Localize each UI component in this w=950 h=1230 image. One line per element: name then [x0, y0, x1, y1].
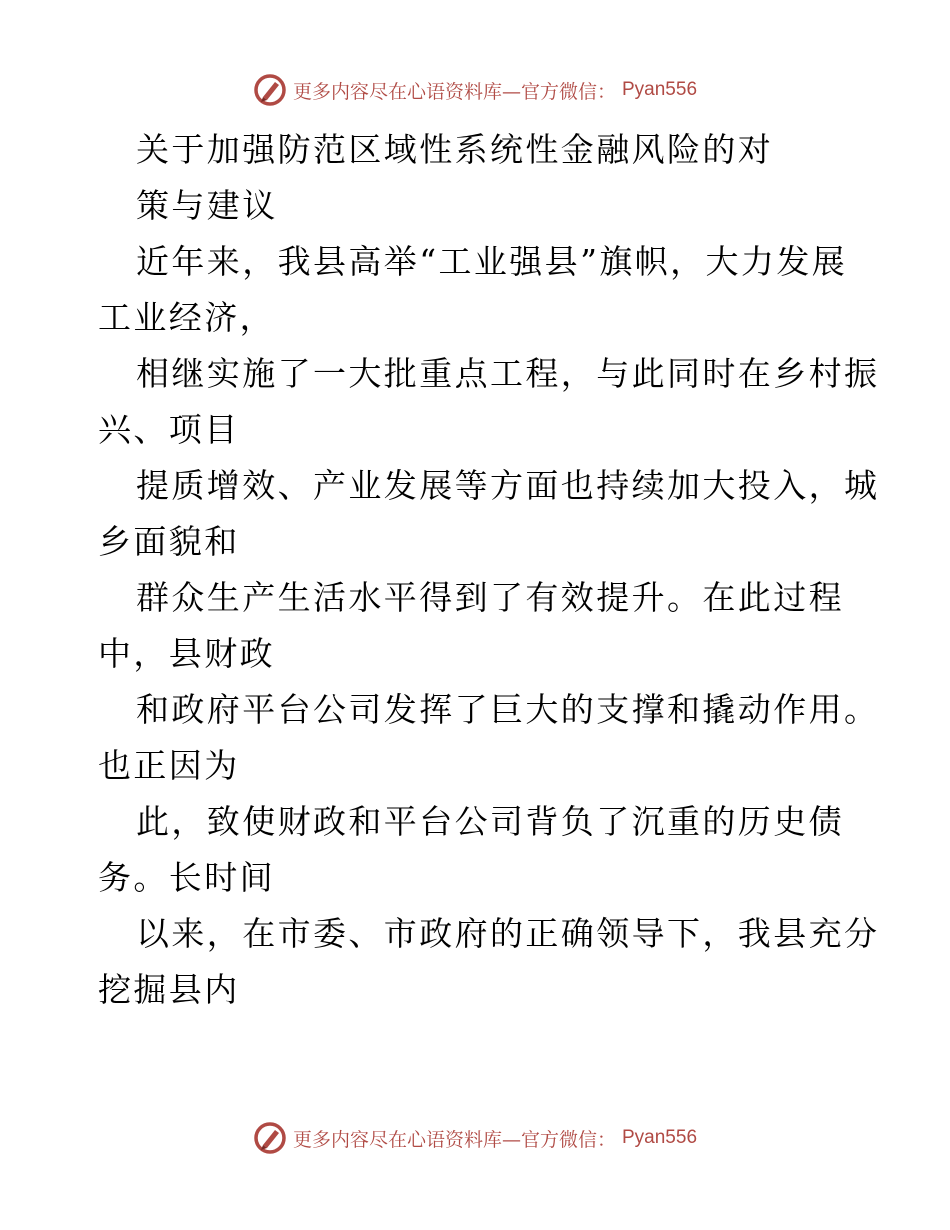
text-line: 以来，在市委、市政府的正确领导下，我县充分 [136, 914, 880, 953]
banner-text: 更多内容尽在心语资料库—官方微信： [292, 80, 616, 103]
document-body [98, 122, 880, 1018]
text-line: 和政府平台公司发挥了巨大的支撑和撬动作用。 [136, 690, 880, 729]
footer-banner [0, 1118, 950, 1158]
text-line: 近年来，我县高举“工业强县”旗帜，大力发展 [136, 242, 848, 281]
text-line: 此，致使财政和平台公司背负了沉重的历史债 [136, 802, 844, 841]
text-line: 策与建议 [136, 186, 278, 225]
banner-contact: Pyan556 [622, 1127, 698, 1148]
pen-circle-logo-icon [253, 1121, 287, 1155]
text-line: 兴、项目 [98, 410, 240, 449]
text-line: 也正因为 [98, 746, 240, 785]
pen-circle-logo-icon [253, 73, 287, 107]
text-line: 乡面貌和 [98, 522, 240, 561]
text-line: 群众生产生活水平得到了有效提升。在此过程 [136, 578, 844, 617]
text-line: 务。长时间 [98, 858, 275, 897]
text-line: 中，县财政 [98, 634, 275, 673]
text-line: 挖掘县内 [98, 970, 240, 1009]
text-line: 关于加强防范区域性系统性金融风险的对 [136, 130, 774, 169]
header-banner [0, 70, 950, 110]
text-line: 相继实施了一大批重点工程，与此同时在乡村振 [136, 354, 880, 393]
text-line: 工业经济， [98, 298, 275, 337]
banner-contact: Pyan556 [622, 79, 698, 100]
text-line: 提质增效、产业发展等方面也持续加大投入，城 [136, 466, 880, 505]
banner-text: 更多内容尽在心语资料库—官方微信： [292, 1128, 616, 1151]
